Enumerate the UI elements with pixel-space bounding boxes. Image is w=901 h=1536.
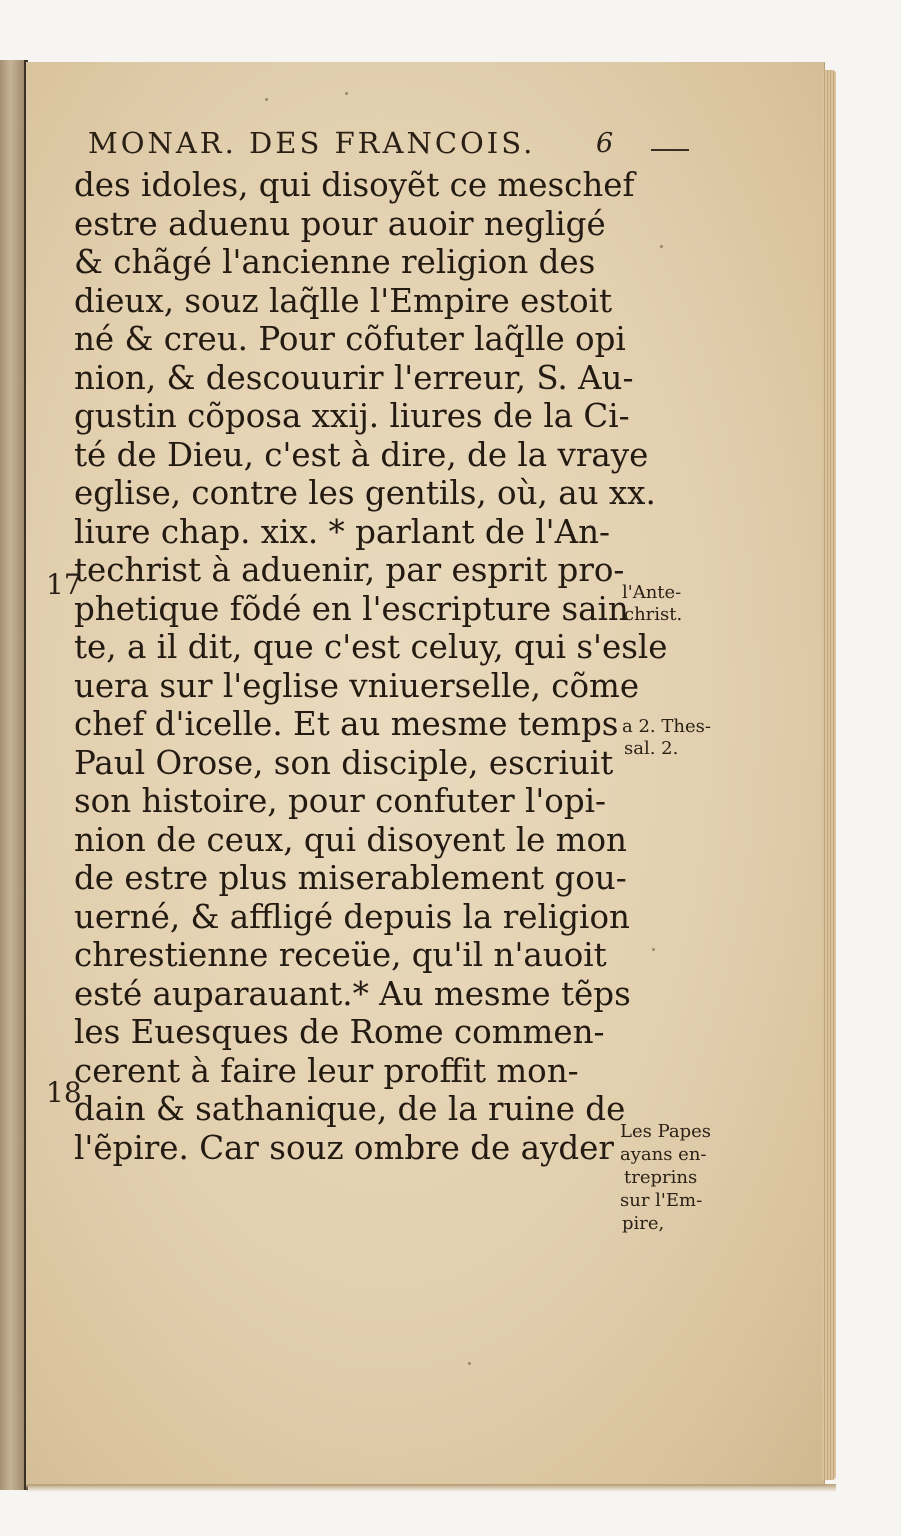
text-line: uerné, & affligé depuis la religion	[74, 897, 630, 936]
text-line: nion de ceux, qui disoyent le mon	[74, 820, 627, 859]
text-line: te, a il dit, que c'est celuy, qui s'esle	[74, 628, 668, 666]
margin-note-line: christ.	[624, 604, 683, 625]
text-line: dain & sathanique, de la ruine de	[74, 1090, 626, 1128]
text-line: son histoire, pour confuter l'opi-	[74, 782, 607, 820]
margin-note-line: sal. 2.	[624, 738, 679, 759]
text-line: nion, & descouurir l'erreur, S. Au-	[74, 358, 634, 397]
text-line: chrestienne receüe, qu'il n'auoit	[74, 936, 607, 974]
margin-note-line: treprins	[624, 1167, 698, 1188]
margin-note-antechrist	[622, 582, 682, 626]
text-line: té de Dieu, c'est à dire, de la vraye	[74, 435, 649, 474]
text-line: Paul Orose, son disciple, escriuit	[74, 743, 614, 782]
text-line: & chãgé l'ancienne religion des	[74, 243, 596, 281]
text-line: l'ẽpire. Car souz ombre de ayder	[74, 1128, 614, 1167]
margin-note-line: sur l'Em-	[620, 1190, 703, 1211]
margin-note-thessalonians	[622, 716, 711, 760]
header-rule	[651, 149, 689, 151]
text-line: gustin cõposa xxij. liures de la Ci-	[74, 397, 630, 435]
previous-page-edge	[0, 60, 26, 1490]
text-line: uera sur l'eglise vniuerselle, cõme	[74, 666, 640, 705]
running-head: MONAR. DES FRANCOIS.	[88, 126, 536, 160]
margin-note-line: ayans en-	[620, 1144, 707, 1165]
text-line: estre aduenu pour auoir negligé	[74, 204, 606, 243]
text-line: les Euesques de Rome commen-	[74, 1013, 605, 1051]
margin-note-line: a 2. Thes-	[622, 716, 711, 737]
text-line: techrist à aduenir, par esprit pro-	[74, 551, 625, 589]
paper-speck	[468, 1362, 471, 1365]
text-line: né & creu. Pour cõfuter laq̃lle opi	[74, 320, 626, 358]
margin-note-line: Les Papes	[620, 1121, 712, 1142]
text-line: esté auparauant.* Au mesme tẽps	[74, 974, 631, 1013]
text-line: dieux, souz laq̃lle l'Empire estoit	[74, 281, 613, 320]
paper-speck	[345, 92, 348, 95]
paper-speck	[652, 948, 655, 951]
text-line: cerent à faire leur proffit mon-	[74, 1051, 579, 1090]
text-line: des idoles, qui disoyẽt ce meschef	[74, 166, 635, 204]
page-bottom-shadow	[26, 1484, 836, 1492]
line-number: 18	[46, 1076, 82, 1109]
paper-speck	[660, 245, 663, 248]
text-line: eglise, contre les gentils, où, au xx.	[74, 474, 656, 512]
paper-speck	[265, 98, 268, 101]
text-line: liure chap. xix. * parlant de l'An-	[74, 512, 610, 551]
page-fore-edge	[822, 70, 836, 1480]
page-number: 6	[596, 128, 614, 159]
margin-note-line: pire,	[622, 1213, 665, 1234]
margin-note-papes	[620, 1120, 711, 1235]
line-number: 17	[46, 568, 82, 601]
text-line: phetique fõdé en l'escripture sain	[74, 589, 629, 628]
margin-note-line: l'Ante-	[622, 582, 682, 603]
text-line: de estre plus miserablement gou-	[74, 859, 627, 897]
text-line: chef d'icelle. Et au mesme temps	[74, 705, 619, 743]
